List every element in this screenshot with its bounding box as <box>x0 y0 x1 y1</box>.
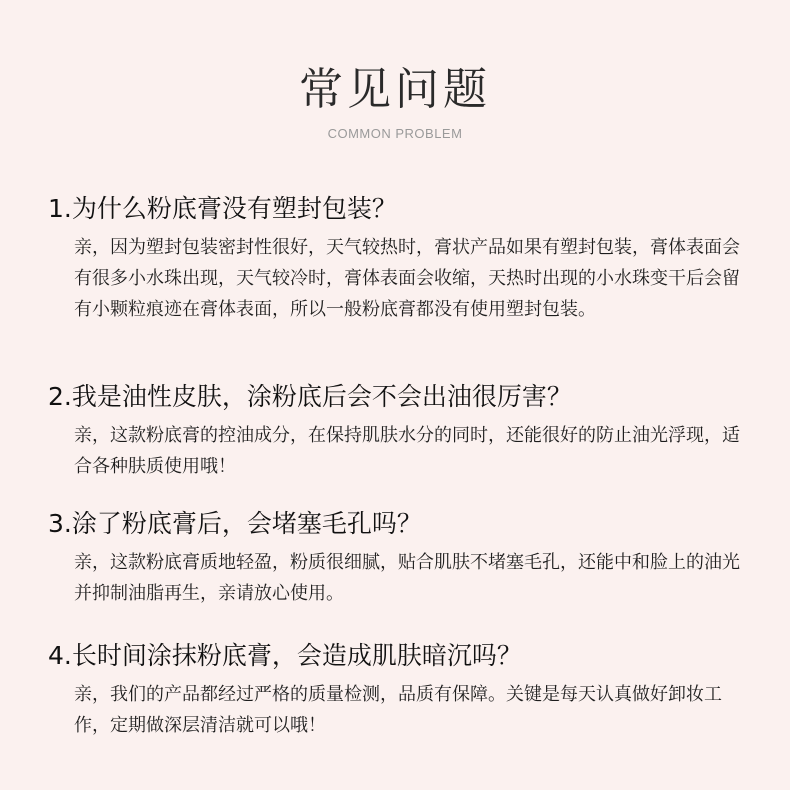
faq-answer: 亲，这款粉底膏的控油成分，在保持肌肤水分的同时，还能很好的防止油光浮现，适合各种肤质使用哦！ <box>74 425 740 477</box>
faq-item <box>48 507 748 609</box>
faq-question: 3.涂了粉底膏后，会堵塞毛孔吗？ <box>48 509 422 538</box>
faq-answer: 亲，因为塑封包装密封性很好，天气较热时，膏状产品如果有塑封包装，膏体表面会有很多小水珠出现，天气较冷时，膏体表面会收缩，天热时出现的小水珠变干后会留有小颗粒痕迹在膏体表面，所以一般粉底膏都没有使用塑封包装。 <box>74 237 740 320</box>
page-title: 常见问题 <box>299 64 491 115</box>
faq-answer: 亲，这款粉底膏质地轻盈，粉质很细腻，贴合肌肤不堵塞毛孔，还能中和脸上的油光并抑制油脂再生，亲请放心使用。 <box>74 552 740 604</box>
faq-answer: 亲，我们的产品都经过严格的质量检测，品质有保障。关键是每天认真做好卸妆工作，定期做深层清洁就可以哦！ <box>74 684 722 736</box>
faq-question: 4.长时间涂抹粉底膏，会造成肌肤暗沉吗？ <box>48 641 522 670</box>
faq-item <box>48 192 748 325</box>
faq-question: 2.我是油性皮肤，涂粉底后会不会出油很厉害？ <box>48 382 572 411</box>
faq-item <box>48 639 748 741</box>
faq-item <box>48 380 748 482</box>
page-subtitle: COMMON PROBLEM <box>327 126 463 141</box>
faq-question: 1.为什么粉底膏没有塑封包装？ <box>48 194 397 223</box>
